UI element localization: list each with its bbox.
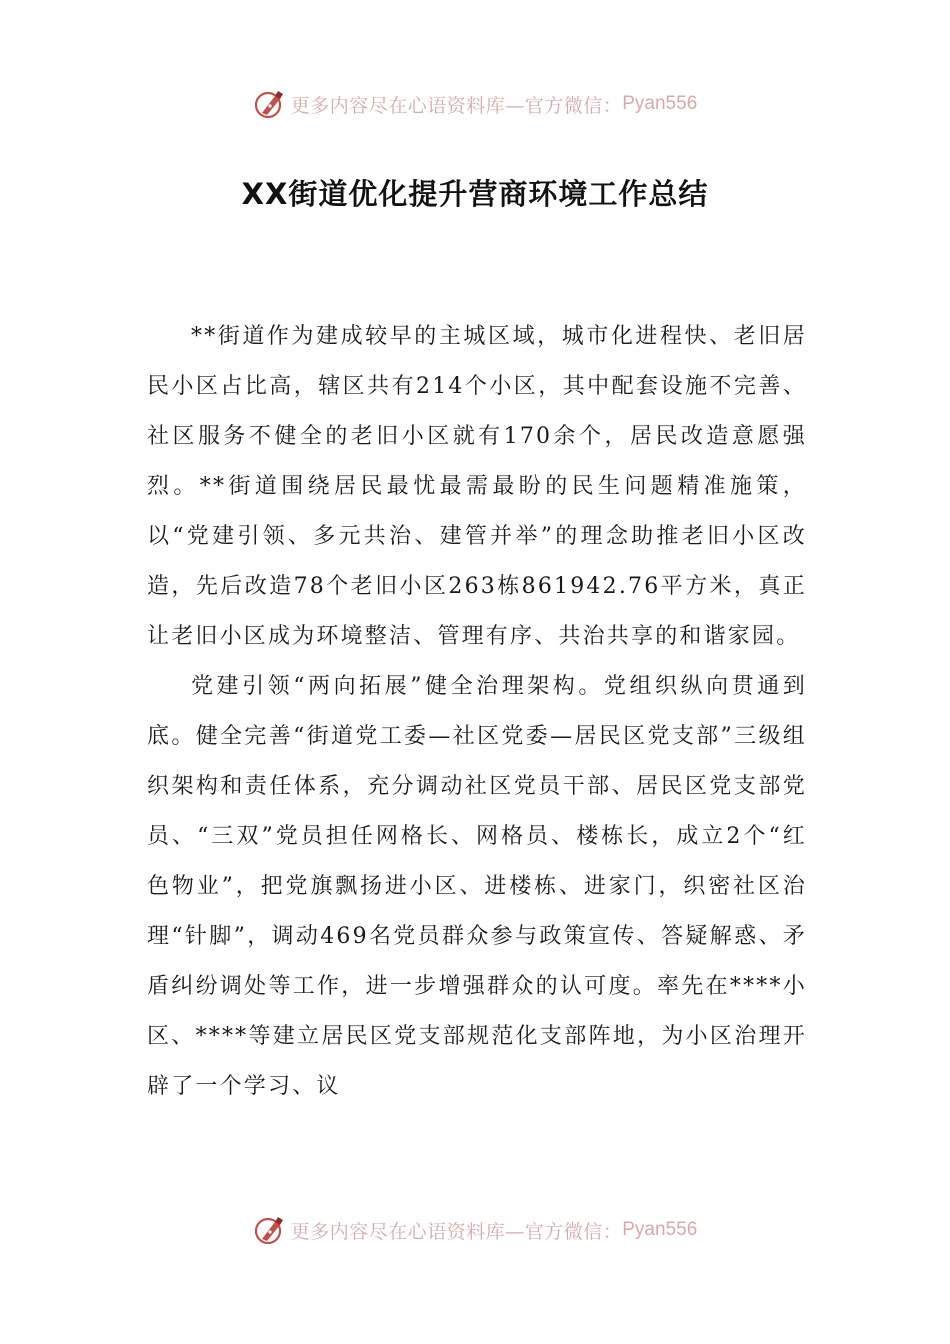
header-banner-wechat-id: Pyan556 — [622, 93, 698, 114]
header-watermark-banner — [0, 84, 950, 124]
paragraph-2: 党建引领“两向拓展”健全治理架构。党组织纵向贯通到底。健全完善“街道党工委—社区党委—居民区党支部”三级组织架构和责任体系，充分调动社区党员干部、居民区党支部党员、“三双”党员担任网格长、网格员、楼栋长，成立2个“红色物业”，把党旗飘扬进小区、进楼栋、进家门，织密社区治理“针脚”，调动469名党员群众参与政策宣传、答疑解惑、矛盾纠纷调处等工作，进一步增强群众的认可度。率先在****小区、****等建立居民区党支部规范化支部阵地，为小区治理开辟了一个学习、议 — [147, 674, 807, 1099]
header-banner-text: 更多内容尽在心语资料库—官方微信： — [290, 94, 623, 117]
paragraph-1: **街道作为建成较早的主城区域，城市化进程快、老旧居民小区占比高，辖区共有214个小区，其中配套设施不完善、社区服务不健全的老旧小区就有170余个，居民改造意愿强烈。**街道围绕居民最忧最需最盼的民生问题精准施策，以“党建引领、多元共治、建管并举”的理念助推老旧小区改造，先后改造78个老旧小区263栋861942.76平方米，真正让老旧小区成为环境整洁、管理有序、共治共享的和谐家园。 — [147, 324, 807, 649]
pen-logo-icon — [253, 87, 287, 121]
footer-banner-wechat-id: Pyan556 — [622, 1219, 698, 1240]
footer-banner-text: 更多内容尽在心语资料库—官方微信： — [290, 1220, 623, 1243]
footer-watermark-banner — [0, 1210, 950, 1250]
document-body — [147, 312, 807, 1112]
document-title: XX街道优化提升营商环境工作总结 — [241, 177, 709, 211]
pen-logo-icon — [253, 1213, 287, 1247]
